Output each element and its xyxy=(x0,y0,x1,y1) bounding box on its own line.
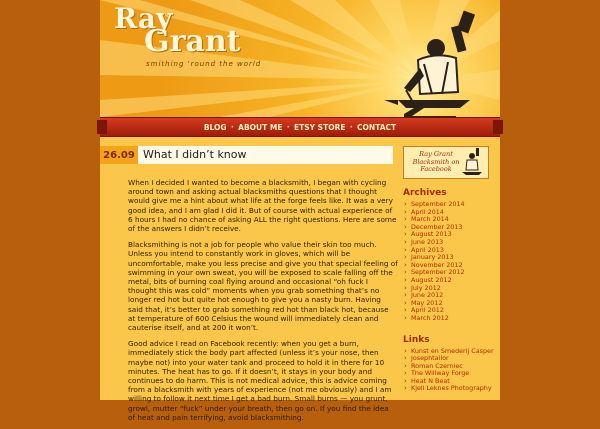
archive-link[interactable]: › June 2012 xyxy=(403,292,495,300)
archive-link[interactable]: › March 2012 xyxy=(403,315,495,323)
archives-heading: Archives xyxy=(403,188,447,198)
blogroll-link[interactable]: › Kjell Leknes Photography xyxy=(403,385,495,393)
archive-link[interactable]: › December 2013 xyxy=(403,224,495,232)
post-paragraph: When I decided I wanted to become a blacksmith, I began with cycling around town and asking actual blacksmiths questions that I thought would give me a hint about what life at the forge feels like. It was a very good idea, and I am glad I did it. But of course with actual experience of 6 hours I had no chance of asking ALL the right questions. Here are some of the answers I didn’t receive. xyxy=(128,178,397,234)
archive-link[interactable]: › August 2012 xyxy=(403,277,495,285)
logo-last-name[interactable]: Grant xyxy=(144,24,241,59)
nav-etsy-store[interactable]: ETSY STORE xyxy=(294,122,346,132)
facebook-badge[interactable] xyxy=(403,146,489,179)
blogroll-link[interactable]: › The Willway Forge xyxy=(403,370,495,378)
facebook-badge-text: Ray Grant Blacksmith on Facebook xyxy=(412,150,460,173)
nav-separator: • xyxy=(230,123,235,131)
archive-link[interactable]: › April 2013 xyxy=(403,247,495,255)
blacksmith-mini-icon xyxy=(460,148,486,178)
archive-link[interactable]: › August 2013 xyxy=(403,231,495,239)
archive-link[interactable]: › April 2014 xyxy=(403,209,495,217)
ribbon-left-end xyxy=(97,120,107,134)
post-title[interactable]: What I didn’t know xyxy=(138,146,393,164)
main-navigation xyxy=(100,117,500,137)
post-paragraph: Good advice I read on Facebook recently: when you get a burn, immediately stick the body part affected (unless it’s your nose, then maybe not) into your water tank and proceed to hold it in there for 10 minutes. The heat has to go. If it doesn’t, it stays in your body and continues to do harm. This is not medical advice, this is advice coming from a blacksmith with years of experience (not me obviously) and I am willing to follow it next time I get a bad burn. Small burns — you grunt, growl, mutter “fuck” under your breath, then go on. If you find the idea of heat and pain terrifying, avoid blacksmithing. xyxy=(128,339,392,422)
blogroll-link[interactable]: › Josephtailor xyxy=(403,355,495,363)
sidebar xyxy=(403,146,495,405)
archive-link[interactable]: › July 2012 xyxy=(403,285,495,293)
links-list xyxy=(403,348,495,394)
blacksmith-illustration xyxy=(384,8,500,120)
post-paragraph: Blacksmithing is not a job for people who value their skin too much. Unless you intend to constantly work in gloves, which will be uncomfortable, make you less precise and give you that special feeling of swimming in your own sweat, you will be exposed to scale falling off the metal, bits of burning coal flying around and occasional “oh fuck I thought this was cold” moments when you grab something that’s no longer red hot but quite hot enough to give you a nasty burn. Having said that, it’s better to grab something red hot than black hot, because at temperature of 600 Celsius the wound will immediately clean and cauterise itself, and at 200 it won’t. xyxy=(128,240,398,333)
blogroll-link[interactable]: › Heat N Beat xyxy=(403,378,495,386)
post-content xyxy=(128,178,398,429)
archives-list xyxy=(403,201,495,323)
site-tagline: smithing 'round the world xyxy=(146,60,262,68)
post-date: 26.09 xyxy=(100,146,138,164)
archive-link[interactable]: › April 2012 xyxy=(403,307,495,315)
site-header xyxy=(100,0,500,117)
archive-link[interactable]: › September 2014 xyxy=(403,201,495,209)
ribbon-right-end xyxy=(493,120,503,134)
nav-separator: • xyxy=(349,123,354,131)
archive-link[interactable]: › January 2013 xyxy=(403,254,495,262)
nav-contact[interactable]: CONTACT xyxy=(357,122,397,132)
archive-link[interactable]: › June 2013 xyxy=(403,239,495,247)
archive-link[interactable]: › November 2012 xyxy=(403,262,495,270)
links-heading: Links xyxy=(403,334,430,345)
blogroll-link[interactable]: › Kunst en Smederij Casper xyxy=(403,348,495,356)
archive-link[interactable]: › May 2012 xyxy=(403,300,495,308)
page-container xyxy=(100,0,500,422)
nav-about-me[interactable]: ABOUT ME xyxy=(238,122,283,132)
nav-separator: • xyxy=(286,123,290,131)
archive-link[interactable]: › September 2012 xyxy=(403,269,495,277)
blogroll-link[interactable]: › Roman Czerniec xyxy=(403,363,495,371)
archive-link[interactable]: › March 2014 xyxy=(403,216,495,224)
logo-first-name[interactable]: Ray xyxy=(114,2,173,35)
nav-blog[interactable]: BLOG xyxy=(203,122,227,132)
